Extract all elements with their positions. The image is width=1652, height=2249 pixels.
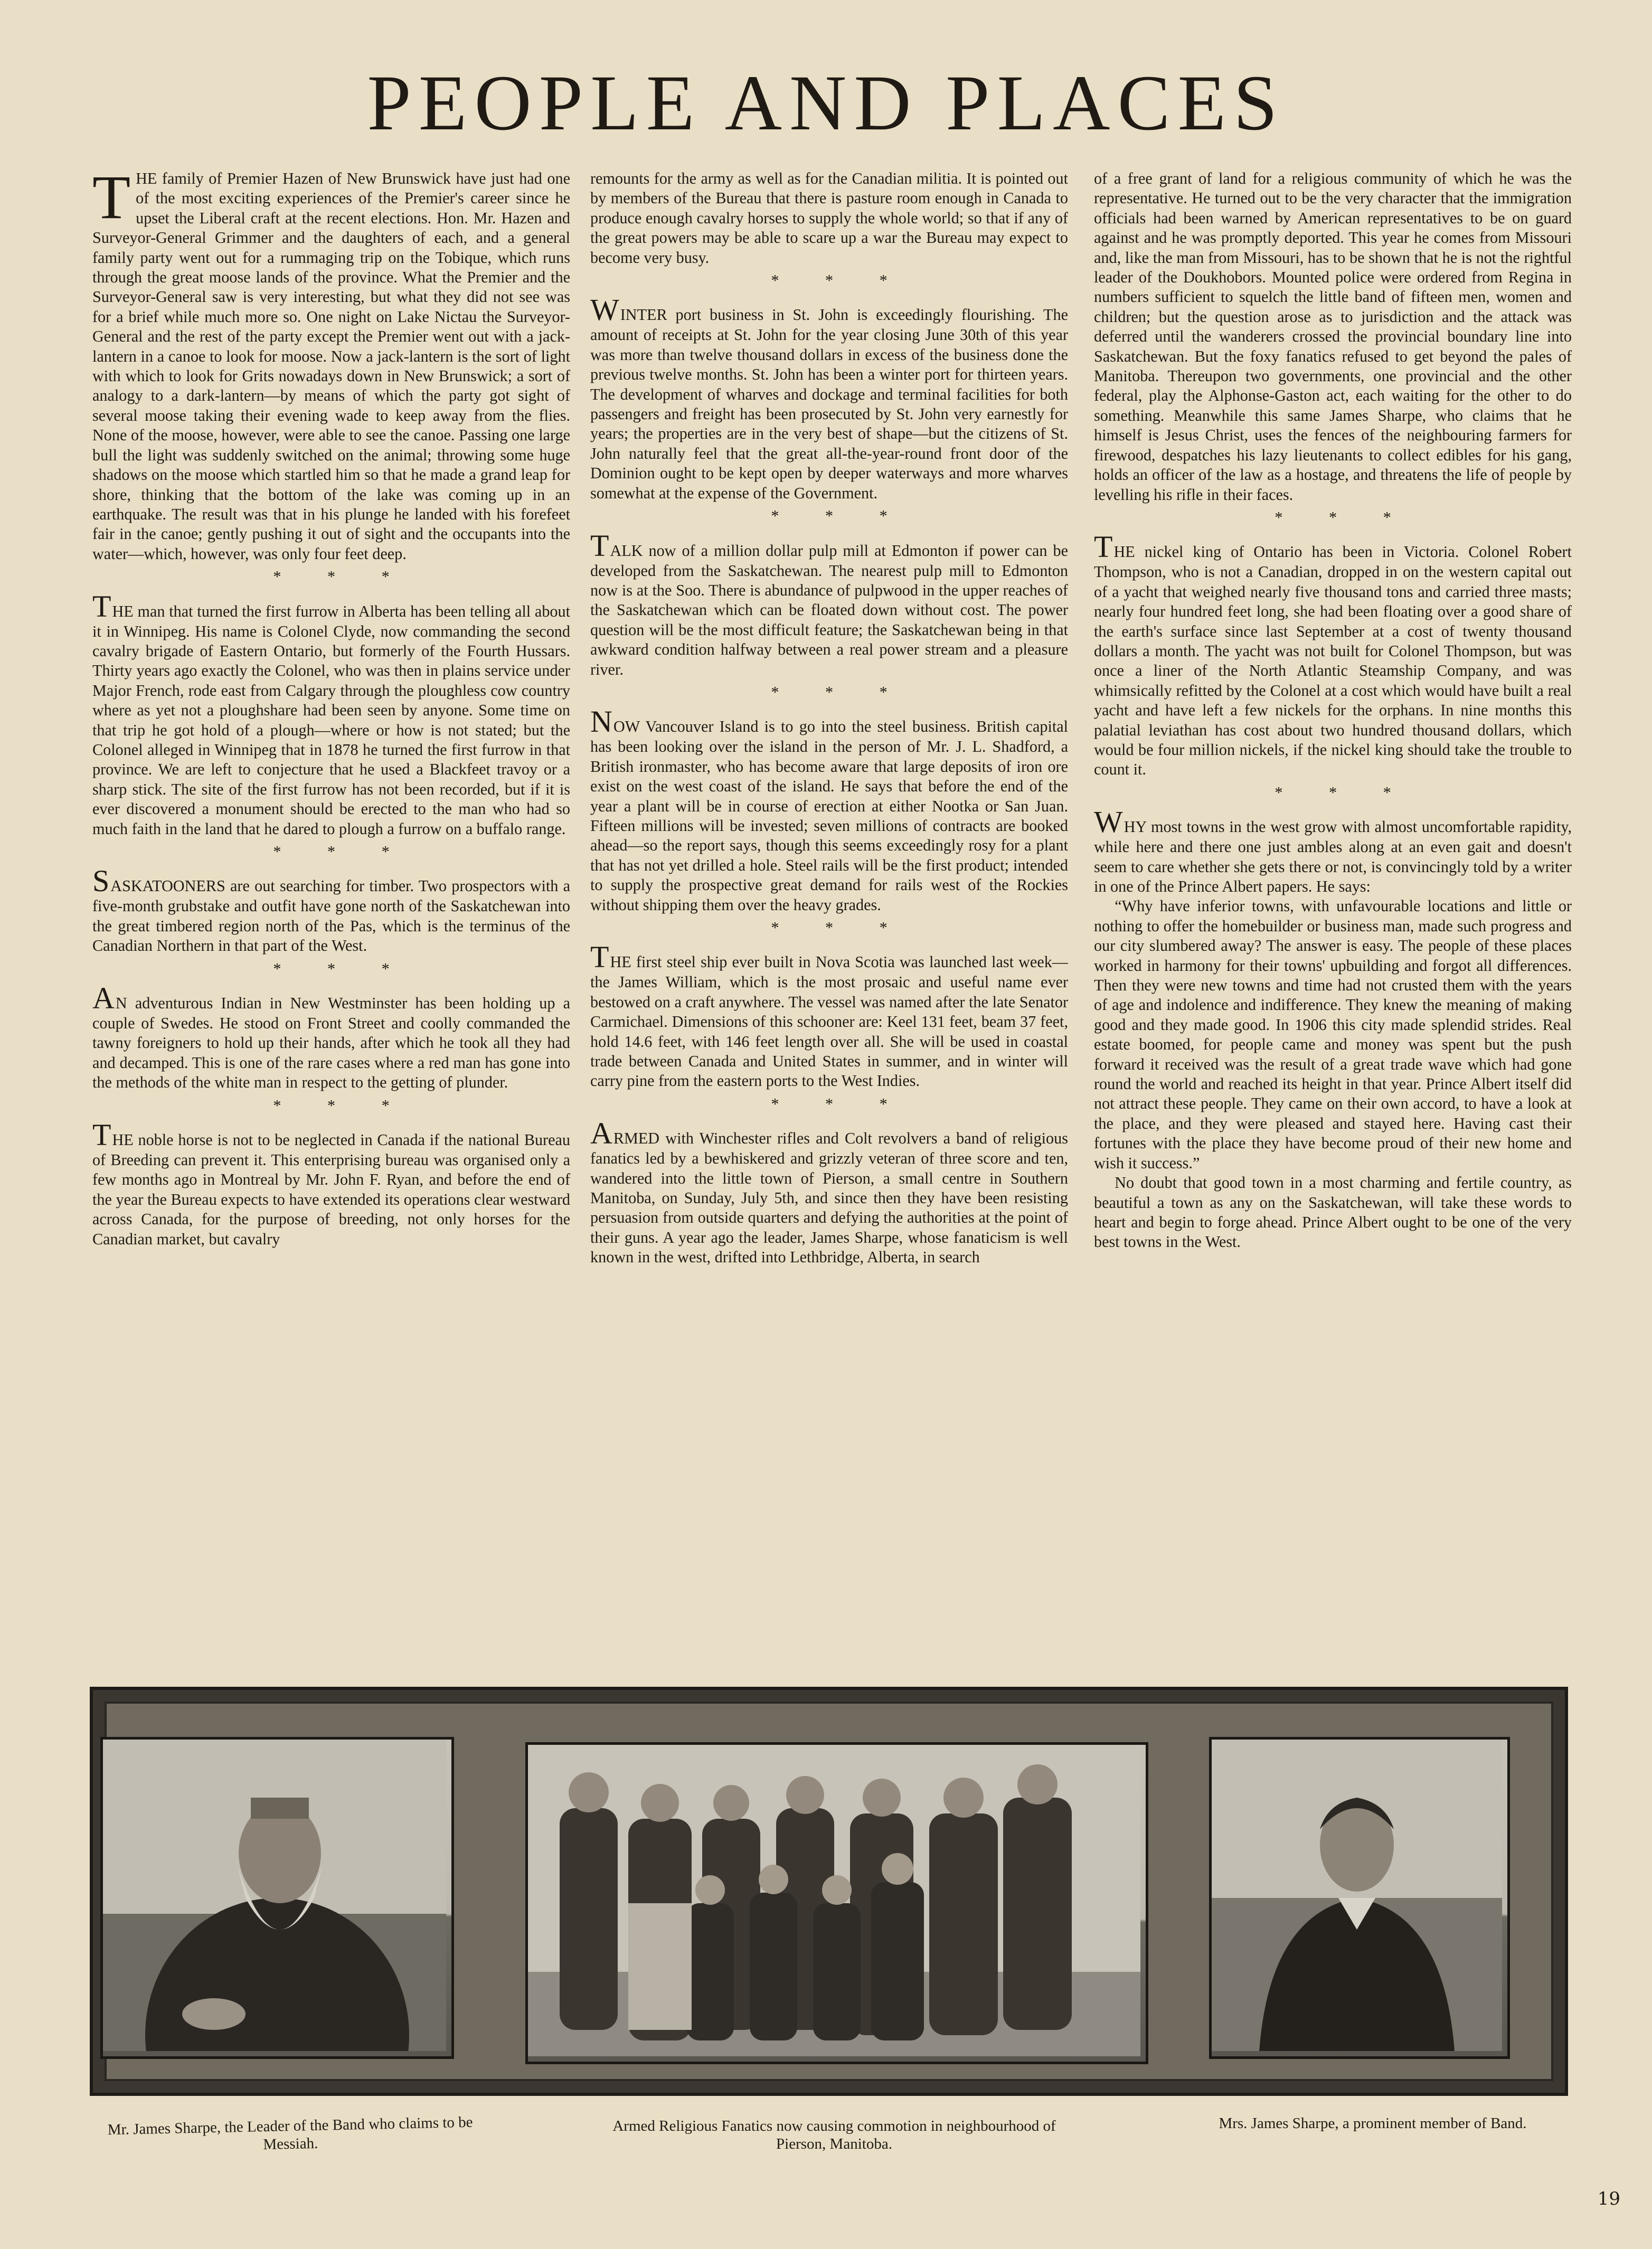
paragraph-text: HE man that turned the first furrow in Alberta has been telling all about it in Winnipeg. His name is Colonel Clyde, now commanding the second cavalry brigade of Eastern Ontario, but formerly of the Fourth Hussars. Thirty years ago exactly the Colonel, who was then in plains service under Major French, rode east from Calgary through the ploughless cow country where as yet not a ploughshare had been seen by anyone. Some time on that trip he got hold of a plough—where or how is not stated; but the Colonel alleged in Winnipeg that in 1878 he turned the first furrow in that province. We are left to conjecture that he used a Blackfeet travoy or a sharp stick. The site of the first furrow has not been recorded, but if it is ever discovered a monument should be erected to the man who had so much faith in the land that he dared to plough a furrow on a buffalo range. [92,602,570,838]
article-paragraph [1094,1173,1572,1252]
caption-center: Armed Religious Fanatics now causing commotion in neighbourhood of Pierson, Manitoba. [612,2118,1056,2152]
photo-mrs-sharpe [1209,1737,1510,2059]
caption-left: Mr. James Sharpe, the Leader of the Band who claims to be Messiah. [107,2113,473,2153]
paragraph-text: ALK now of a million dollar pulp mill at Edmonton if power can be developed from the Saskatchewan. The nearest pulp mill to Edmonton now is at the Soo. There is abundance of pulpwood in the upper reaches of the Saskatchewan which can be floated down without cost. The power question will be the most difficult feature; the Saskatchewan being in that awkward condition halfway between a real power stream and a pleasure river. [590,541,1068,678]
drop-initial: N [590,704,612,739]
article-paragraph [1094,169,1572,505]
article-paragraph [92,1120,570,1249]
section-separator: * * * [273,568,411,586]
article-paragraph [590,1118,1068,1267]
article-paragraph [590,942,1068,1091]
article-paragraph [590,706,1068,915]
drop-initial: S [92,864,110,899]
drop-initial: T [92,589,111,623]
section-separator: * * * [771,507,909,525]
article-paragraph [1094,807,1572,896]
photo-james-sharpe [100,1737,454,2059]
drop-initial: T [590,940,609,975]
paragraph-text: “Why have inferior towns, with unfavourable locations and little or nothing to offer the homebuilder or business man, made such progress and our city slumbered away? The answer is easy. The people of these places worked in harmony for their towns' upbuilding and forgot all differences. Then they were new towns and time had not crusted them with the years of age and indolence and indifference. They knew the meaning of making good and they made good. In 1906 this city made splendid strides. Real estate boomed, for people came and money was spent but the push forward it received was the result of a great trade wave which had gone round the world and reached its height in that year. Prince Albert itself did not attract these people. They came on their own accord, to have a look at the place, and they were pleased and stayed here. Having cast their fortunes with the place they have become proud of their new home and wish it success.” [1094,897,1572,1172]
paragraph-text: HE family of Premier Hazen of New Brunswick have just had one of the most exciting experiences of the Premier's career since he upset the Liberal craft at the recent elections. Hon. Mr. Hazen and Surveyor-General Grimmer and the daughters of each, and a general family party went out for a rummaging trip on the Tobique, which runs through the great moose lands of the province. What the Premier and the Surveyor-General saw is very interesting, but what they did not see was for a brief while much more so. One night on Lake Nictau the Surveyor-General and the rest of the party except the Premier went out with a jack-lantern in a canoe to look for moose. Now a jack-lantern is the sort of light with which to look for Grits nowadays down in New Brunswick; a sort of analogy to a dark-lantern—by means of which the party got sight of several moose taking their evening wade to keep away from the flies. None of the moose, however, were able to see the canoe. Passing one large bull the light was suddenly switched on the animal; throwing some huge shadows on the moose which startled him so that he made a grand leap for shore, thinking that the bottom of the lake was coming up in an earthquake. The result was that in his plunge he landed with his forefeet fair in the canoe; gently pushing it out of sight and the occupants into the water—which, however, was only four feet deep. [92,169,570,563]
section-separator: * * * [771,683,909,701]
drop-initial: A [92,981,115,1016]
section-separator: * * * [771,919,909,937]
article-paragraph [92,866,570,956]
column-3 [1094,169,1572,1658]
caption-right: Mrs. James Sharpe, a prominent member of Band. [1219,2115,1527,2132]
article-paragraph [92,169,570,564]
drop-initial: T [1094,530,1113,564]
section-separator: * * * [273,1096,411,1114]
column-1 [92,169,570,1658]
article-paragraph [1094,532,1572,779]
column-2 [590,169,1068,1658]
section-separator: * * * [771,271,909,290]
man-portrait-image [103,1740,446,2051]
article-paragraph [1094,896,1572,1173]
drop-initial: T [590,528,609,563]
article-paragraph [590,528,1068,679]
drop-initial: T [92,1118,111,1152]
section-separator: * * * [273,843,411,861]
paragraph-text: HE first steel ship ever built in Nova Scotia was launched last week—the James William, which is the most prosaic and useful name ever bestowed on a craft anywhere. The vessel was named after the late Senator Carmichael. Dimensions of this schooner are: Keel 131 feet, beam 37 feet, hold 14.6 feet, with 146 feet length over all. She will be used in coastal trade between Canada and United States in summer, and in winter will carry pine from the eastern ports to the West Indies. [590,953,1068,1090]
section-separator: * * * [273,959,411,978]
article-paragraph [92,591,570,839]
drop-initial: T [92,169,131,232]
paragraph-text: ASKATOONERS are out searching for timber. Two prospectors with a five-month grubstake and outfit have gone north of the Saskatchewan into the great timbered region north of the Pas, which is the terminus of the Canadian Northern in that part of the West. [92,877,570,955]
drop-initial: W [1094,805,1123,839]
paragraph-text: HE noble horse is not to be neglected in Canada if the national Bureau of Breeding can prevent it. This enterprising bureau was organised only a few months ago in Montreal by Mr. John F. Ryan, and before the end of the year the Bureau expects to have extended its operations clear westward across Canada, for the purpose of breeding, not only horses for the Canadian market, but cavalry [92,1131,570,1248]
drop-initial: W [590,292,619,327]
page-number: 19 [1597,2188,1620,2209]
section-separator: * * * [771,1094,909,1113]
article-paragraph [590,169,1068,268]
woman-portrait-image [1212,1740,1502,2051]
article-paragraph [92,983,570,1093]
paragraph-text: remounts for the army as well as for the Canadian militia. It is pointed out by members of the Bureau that there is pasture room enough in Canada to produce enough cavalry horses to supply the whole world; so that if any of the great powers may be able to scare up a war the Bureau may expect to become very busy. [590,169,1068,267]
photo-group-fanatics [525,1742,1148,2064]
paragraph-text: INTER port business in St. John is exceedingly flourishing. The amount of receipts at St. John for the year closing June 30th of this year was more than twelve thousand dollars in excess of the business done the previous twelve months. St. John has been a winter port for thirteen years. The development of wharves and dockage and terminal facilities for both passengers and freight has been prosecuted by St. John very earnestly for years; the properties are in the very best of shape—but the citizens of St. John naturally feel that the great all-the-year-round front door of the Dominion ought to be kept open by deeper waterways and more wharves somewhat at the expense of the Government. [590,306,1068,502]
paragraph-text: HE nickel king of Ontario has been in Victoria. Colonel Robert Thompson, who is not a Canadian, dropped in on the western capital out of a yacht that weighed nearly five thousand tons and carried three masts; nearly four hundred feet long, she had been floating over a good share of the earth's surface since last September at a cost of twenty thousand dollars a month. The yacht was not built for Colonel Thompson, but was once a liner of the North Atlantic Steamship Company, and was whimsically refitted by the Colonel at a cost which would have built a real yacht and have left a few nickels for the orphans. In nine months this palatial leviathan has cost about two hundred thousand dollars, which would be four million nickels, if the nickel king should take the trouble to count it. [1094,543,1572,779]
paragraph-text: HY most towns in the west grow with almost uncomfortable rapidity, while here and there one just ambles along at an even gait and doesn't seem to care whether she gets there or not, is convincingly told by a writer in one of the Prince Albert papers. He says: [1094,818,1572,895]
paragraph-text: N adventurous Indian in New Westminster has been holding up a couple of Swedes. He stood on Front Street and coolly commanded the tawny foreigners to hold up their hands, after which he took all they had and decamped. This is one of the rare cases where a red man has gone into the methods of the white man in respect to the getting of plunder. [92,994,570,1092]
paragraph-text: No doubt that good town in a most charming and fertile country, as beautiful a town as any on the Saskatchewan, will take these words to heart and begin to forge ahead. Prince Albert ought to be one of the very best towns in the West. [1094,1174,1572,1251]
page-title: PEOPLE AND PLACES [367,59,1285,147]
article-paragraph [590,292,1068,503]
paragraph-text: RMED with Winchester rifles and Colt revolvers a band of religious fanatics led by a bewhiskered and grizzly veteran of three score and ten, wandered into the little town of Pierson, a small centre in Southern Manitoba, on Sunday, July 5th, and since then they have been resisting persuasion from outside quarters and defying the authorities at the point of their guns. A year ago the leader, James Sharpe, whose fanaticism is well known in the west, drifted into Lethbridge, Alberta, in search [590,1129,1068,1267]
drop-initial: A [590,1116,612,1151]
paragraph-text: OW Vancouver Island is to go into the steel business. British capital has been looking over the island in the person of Mr. J. L. Shadford, a British ironmaster, who has become aware that large deposits of iron ore exist on the west coast of the island. He says that before the end of the year a plant will be in course of erection at either Nootka or San Juan. Fifteen millions will be invested; seven millions of contracts are booked ahead—so the report says, though this seems exceedingly rosy for a plant that has not yet drilled a hole. Steel rails will be the first product; intended to supply the prospective great demand for rails west of the Rockies without shipping them over the heavy grades. [590,717,1068,914]
paragraph-text: of a free grant of land for a religious community of which he was the representative. He turned out to be the very character that the immigration officials had been warned by American representatives to be on guard against and he was promptly deported. This year he comes from Missouri and, like the man from Missouri, has to be shown that he is not the rightful leader of the Doukhobors. Mounted police were ordered from Regina in numbers sufficient to squelch the little band of fifteen men, women and children; but the question arose as to jurisdiction and the attack was deferred until the wanderers crossed the provincial boundary line into Saskatchewan. But the foxy fanatics refused to get beyond the pales of Manitoba. Thereupon two governments, one provincial and the other federal, play the Alphonse-Gaston act, each waiting for the other to do something. Meanwhile this same James Sharpe, who claims that he himself is Jesus Christ, uses the fences of the neighbouring farmers for firewood, despatches his lazy lieutenants to collect edibles for his gang, holds an officer of the law as a hostage, and threatens the life of people by levelling his rifle in their faces. [1094,169,1572,504]
group-photo-image [528,1745,1140,2056]
section-separator: * * * [1275,783,1412,801]
section-separator: * * * [1275,508,1412,526]
